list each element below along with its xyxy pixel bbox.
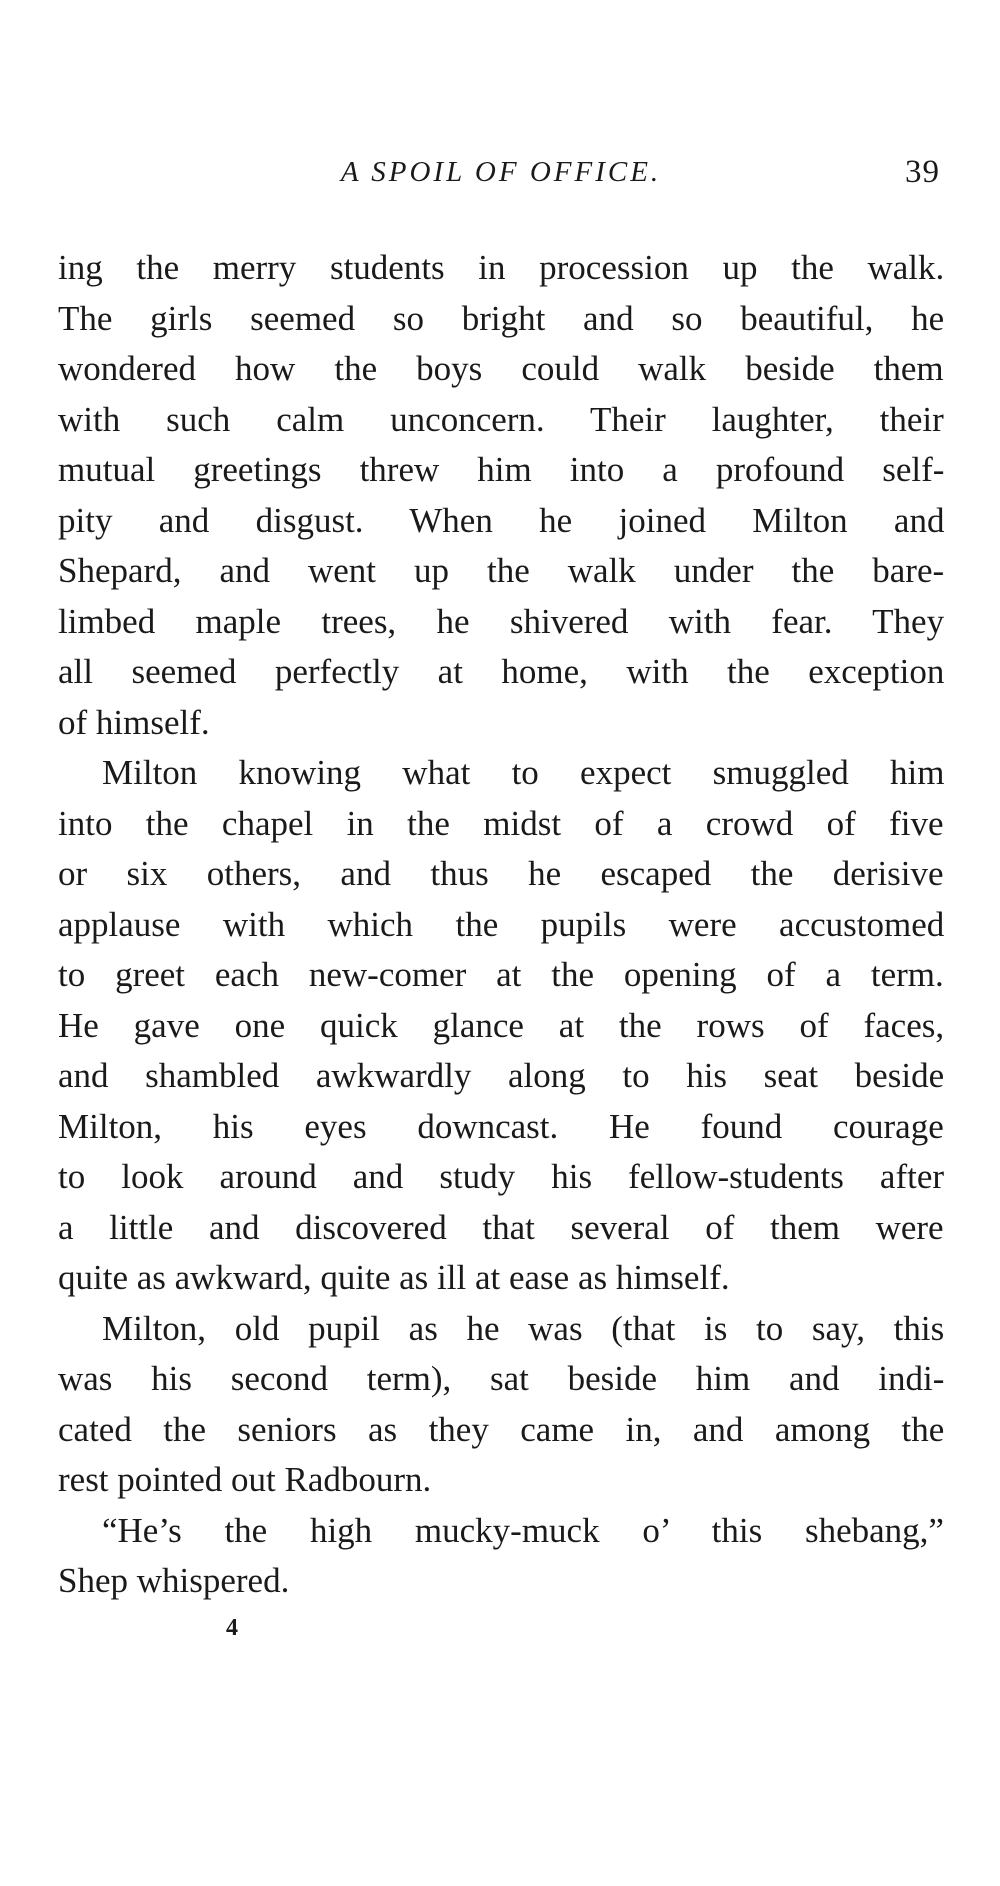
text-line: of himself.: [58, 702, 210, 742]
text-line: Shep whispered.: [58, 1561, 290, 1600]
text-line: to look around and study his fellow-students after: [58, 1157, 945, 1196]
text-line: applause with which the pupils were accustomed: [58, 904, 945, 944]
text-line: [58, 1304, 944, 1355]
text-line: all seemed perfectly at home, with the exception: [58, 652, 945, 691]
running-title: A SPOIL OF OFFICE.: [340, 156, 662, 188]
text-line-content: Milton knowing what to expect smuggled him: [102, 753, 945, 792]
signature-mark: 4: [226, 1615, 238, 1641]
text-line: Milton, his eyes downcast. He found courage: [58, 1106, 944, 1146]
text-line: Shepard, and went up the walk under the bare-: [58, 551, 945, 590]
text-line: rest pointed out Radbourn.: [58, 1460, 432, 1499]
text-line: wondered how the boys could walk beside them: [58, 349, 944, 388]
text-line: to greet each new-comer at the opening of a term.: [58, 955, 944, 994]
running-head: [58, 152, 944, 204]
text-line-content: “He’s the high mucky-muck o’ this shebang,”: [102, 1510, 944, 1550]
page-number: 39: [905, 154, 940, 190]
paragraph-continuation: [58, 243, 944, 748]
body-text: [58, 243, 944, 1607]
text-line: He gave one quick glance at the rows of faces,: [58, 1005, 945, 1045]
text-line: [58, 1506, 944, 1557]
paragraph-dialogue: [58, 1506, 944, 1607]
text-line: cated the seniors as they came in, and among the: [58, 1409, 945, 1449]
text-line: was his second term), sat beside him and indi-: [58, 1359, 945, 1398]
text-line: [58, 748, 944, 799]
text-line: quite as awkward, quite as ill at ease as himself.: [58, 1258, 730, 1297]
text-line: or six others, and thus he escaped the derisive: [58, 854, 944, 893]
text-line: The girls seemed so bright and so beautiful, he: [58, 298, 945, 338]
text-line: and shambled awkwardly along to his seat beside: [58, 1056, 945, 1095]
paragraph-seniors: [58, 1304, 944, 1506]
paragraph-chapel: [58, 748, 944, 1304]
text-line: ing the merry students in procession up the walk.: [58, 248, 945, 287]
text-line: with such calm unconcern. Their laughter, their: [58, 399, 944, 439]
text-line: mutual greetings threw him into a profound self-: [58, 450, 945, 489]
text-line: into the chapel in the midst of a crowd of five: [58, 803, 944, 843]
text-line: a little and discovered that several of them were: [58, 1207, 944, 1247]
text-line: limbed maple trees, he shivered with fear. They: [58, 601, 945, 641]
text-line: pity and disgust. When he joined Milton and: [58, 500, 945, 540]
text-line-content: Milton, old pupil as he was (that is to say, this: [102, 1308, 945, 1348]
